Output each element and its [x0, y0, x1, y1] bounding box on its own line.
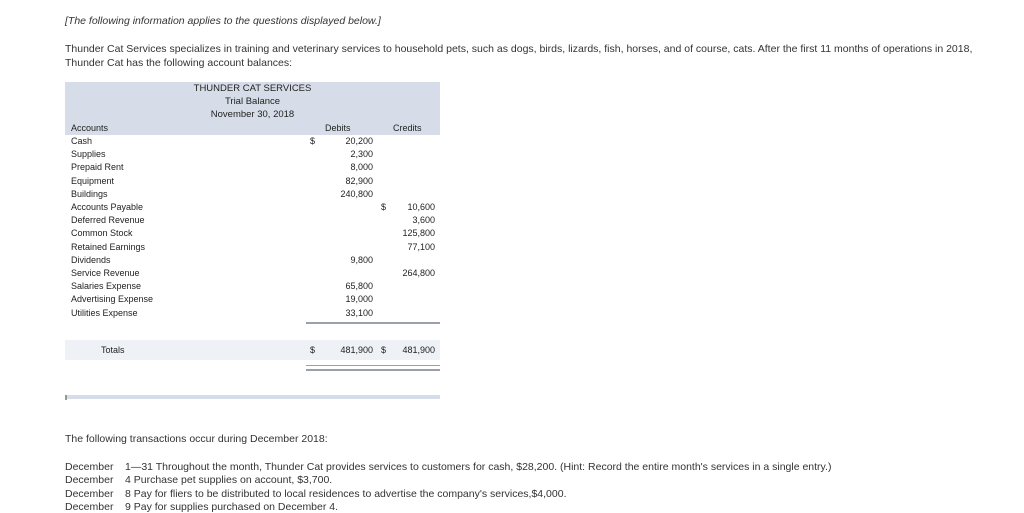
transaction-month: December [65, 487, 114, 500]
totals-credit: 481,900 [402, 345, 435, 355]
account-name: Advertising Expense [71, 294, 154, 305]
statement-title: Trial Balance [224, 96, 281, 107]
debit-amount: 82,900 [345, 175, 373, 186]
transactions-heading: The following transactions occur during December 2018: [65, 433, 328, 445]
account-name: Retained Earnings [71, 241, 146, 252]
totals-debit-sign: $ [310, 345, 316, 355]
account-name: Service Revenue [71, 268, 140, 278]
account-name: Accounts Payable [71, 202, 144, 212]
credit-sign: $ [381, 202, 387, 212]
totals-label: Totals [101, 345, 125, 355]
totals-debit: 481,900 [340, 345, 373, 355]
debit-amount: 65,800 [345, 281, 373, 292]
transaction-month: December [65, 474, 114, 487]
company-name: THUNDER CAT SERVICES [193, 83, 312, 94]
account-name: Cash [71, 136, 93, 146]
transaction-text: 4 Purchase pet supplies on account, $3,700. [125, 474, 333, 487]
column-header-debits: Debits [325, 123, 351, 133]
debit-amount: 8,000 [350, 162, 373, 173]
account-name: Deferred Revenue [71, 215, 145, 226]
account-name: Prepaid Rent [71, 162, 124, 173]
column-header-accounts: Accounts [71, 123, 109, 133]
debit-amount: 240,800 [340, 188, 373, 199]
transaction-line [65, 461, 831, 473]
column-header-credits: Credits [393, 123, 422, 133]
transaction-text: 8 Pay for fliers to be distributed to local residences to advertise the company's services,$4,000. [125, 487, 567, 500]
table-bottom-tick [65, 395, 67, 400]
account-name: Dividends [71, 254, 111, 265]
debit-amount: 9,800 [350, 254, 373, 265]
debit-amount: 33,100 [345, 307, 373, 318]
debit-sign: $ [310, 136, 316, 146]
debit-amount: 19,000 [345, 294, 373, 305]
debit-amount: 2,300 [350, 149, 373, 160]
credit-amount: 264,800 [402, 268, 435, 278]
subtotal-rule [306, 322, 440, 324]
double-rule-top [306, 365, 440, 366]
transaction-text: 1—31 Throughout the month, Thunder Cat provides services to customers for cash, $28,200. (Hint: Record the entire month's services in a single entry.) [125, 461, 832, 473]
account-name: Equipment [71, 175, 115, 186]
account-name: Buildings [71, 188, 108, 199]
intro-note: [The following information applies to the questions displayed below.] [65, 15, 381, 27]
totals-credit-sign: $ [381, 345, 387, 355]
transaction-line [65, 501, 338, 513]
transaction-line [65, 474, 332, 486]
transaction-line [65, 488, 566, 500]
transaction-text: 9 Pay for supplies purchased on December 4. [125, 500, 339, 513]
problem-paragraph: Thunder Cat Services specializes in training and veterinary services to household pets, such as dogs, birds, lizards, fish, horses, and of course, cats. After the first 11 months of operations in 2018, Thunder Cat has the following account balances: [65, 43, 973, 69]
transaction-month: December [65, 461, 114, 473]
transaction-month: December [65, 500, 114, 513]
table-bottom-band [65, 395, 440, 399]
credit-amount: 3,600 [412, 215, 435, 226]
credit-amount: 125,800 [402, 228, 435, 239]
account-name: Common Stock [71, 228, 133, 239]
account-name: Supplies [71, 149, 106, 160]
statement-date: November 30, 2018 [210, 109, 295, 120]
credit-amount: 10,600 [407, 202, 435, 212]
account-name: Salaries Expense [71, 281, 142, 292]
account-name: Utilities Expense [71, 307, 138, 318]
debit-amount: 20,200 [345, 136, 373, 146]
double-rule-bottom [306, 369, 440, 371]
credit-amount: 77,100 [407, 241, 435, 252]
